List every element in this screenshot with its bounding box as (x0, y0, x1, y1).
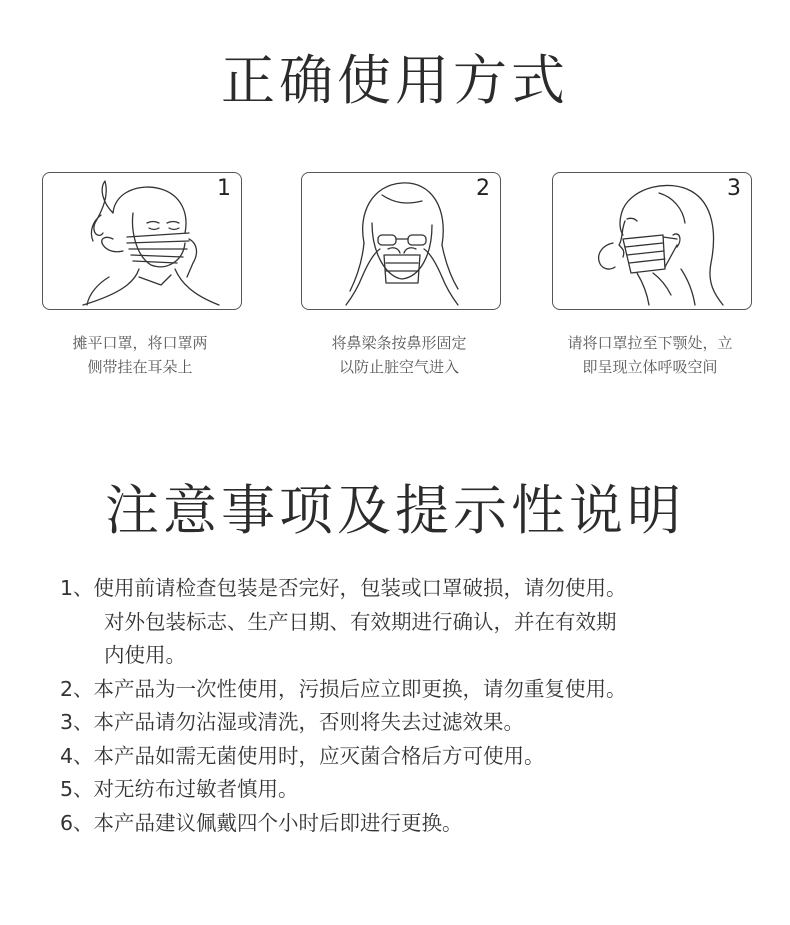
section-title-usage: 正确使用方式 (221, 49, 569, 112)
usage-step-3 (552, 172, 752, 379)
mask-wearing-illustration (43, 173, 241, 309)
usage-step-2 (301, 172, 501, 379)
step-caption-line: 即呈现立体呼吸空间 (582, 358, 718, 376)
precaution-item: 2、本产品为一次性使用，污损后应立即更换，请勿重复使用。 (60, 676, 627, 701)
usage-step-1 (42, 172, 242, 379)
step-caption-line: 侧带挂在耳朵上 (87, 358, 193, 376)
step-illustration-card (301, 172, 501, 310)
precaution-item: 4、本产品如需无菌使用时，应灭菌合格后方可使用。 (60, 743, 545, 768)
section-title-precautions: 注意事项及提示性说明 (105, 479, 685, 542)
step-illustration-card (552, 172, 752, 310)
precaution-item: 6、本产品建议佩戴四个小时后即进行更换。 (60, 810, 463, 835)
nose-clip-illustration (302, 173, 500, 309)
step-caption-line: 请将口罩拉至下颚处，立 (567, 334, 733, 352)
step-caption-line: 以防止脏空气进入 (338, 358, 459, 376)
precaution-item: 5、对无纺布过敏者慎用。 (60, 777, 299, 801)
precaution-item: 1、使用前请检查包装是否完好，包装或口罩破损，请勿使用。 (60, 576, 627, 600)
step-number: 2 (476, 176, 490, 201)
step-caption-line: 将鼻梁条按鼻形固定 (331, 334, 467, 352)
precaution-item: 3、本产品请勿沾湿或清洗，否则将失去过滤效果。 (60, 710, 525, 734)
step-number: 3 (727, 176, 741, 201)
step-caption-line: 摊平口罩，将口罩两 (72, 334, 208, 352)
step-number: 1 (217, 176, 231, 201)
step-caption (550, 331, 750, 379)
precaution-item-continuation: 对外包装标志、生产日期、有效期进行确认，并在有效期 (104, 609, 617, 634)
precautions-list (60, 572, 760, 840)
mask-adjust-illustration (553, 173, 751, 309)
step-caption (40, 331, 240, 379)
step-caption (299, 331, 499, 379)
precaution-item-continuation: 内使用。 (104, 643, 186, 667)
step-illustration-card (42, 172, 242, 310)
